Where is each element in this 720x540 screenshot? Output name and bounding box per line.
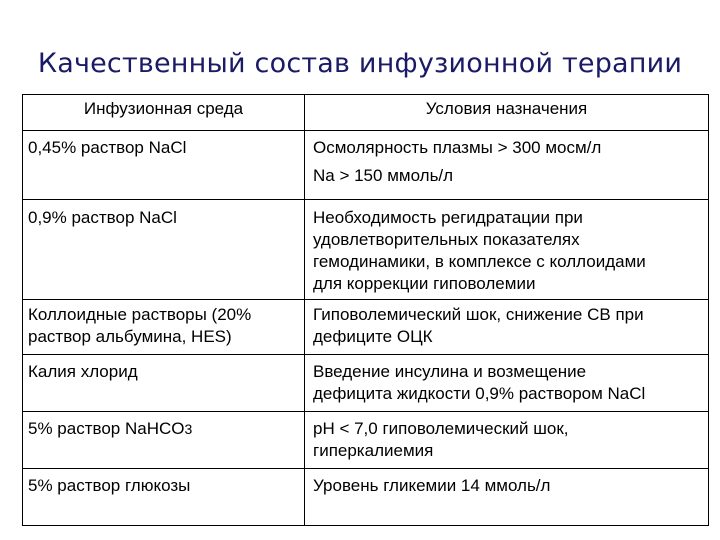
medium-cell: 0,9% раствор NaCl <box>23 200 305 300</box>
condition-line: Введение инсулина и возмещение <box>313 362 587 381</box>
conditions-cell <box>305 355 709 412</box>
medium-text: 5% раствор NaHCO <box>28 419 185 438</box>
table-row <box>23 355 709 412</box>
conditions-cell <box>305 300 709 355</box>
conditions-cell <box>305 469 709 526</box>
condition-line: Необходимость регидратации при <box>313 208 583 227</box>
infusion-table <box>22 94 709 526</box>
table-row <box>23 412 709 469</box>
condition-line: Na > 150 ммоль/л <box>313 166 454 185</box>
condition-line: для коррекции гиповолемии <box>313 274 536 293</box>
medium-cell: 5% раствор глюкозы <box>23 469 305 526</box>
conditions-cell <box>305 131 709 200</box>
medium-cell <box>23 300 305 355</box>
condition-line: дефиците ОЦК <box>313 327 433 346</box>
table-header-row <box>23 95 709 131</box>
condition-line: pH < 7,0 гиповолемический шок, <box>313 419 569 438</box>
conditions-cell <box>305 412 709 469</box>
slide-title: Качественный состав инфузионной терапии <box>37 48 683 79</box>
condition-line: гиперкалиемия <box>313 441 434 460</box>
medium-cell <box>23 412 305 469</box>
condition-line: гемодинамики, в комплексе с коллоидами <box>313 252 646 271</box>
header-conditions: Условия назначения <box>305 95 709 131</box>
table-row <box>23 200 709 300</box>
medium-cell: 0,45% раствор NaCl <box>23 131 305 200</box>
table-row <box>23 300 709 355</box>
medium-cell: Калия хлорид <box>23 355 305 412</box>
conditions-cell <box>305 200 709 300</box>
header-infusion-medium: Инфузионная среда <box>23 95 305 131</box>
condition-line: Гиповолемический шок, снижение СВ при <box>313 305 644 324</box>
condition-line: Осмолярность плазмы > 300 мосм/л <box>313 138 602 157</box>
table-row <box>23 469 709 526</box>
medium-line: раствор альбумина, HES) <box>28 327 232 346</box>
subscript-text: 3 <box>184 421 193 437</box>
condition-line: дефицита жидкости 0,9% раствором NaCl <box>313 384 646 403</box>
medium-line: Коллоидные растворы (20% <box>28 305 252 324</box>
condition-line: Уровень гликемии 14 ммоль/л <box>313 476 551 495</box>
table-row <box>23 131 709 200</box>
condition-line: удовлетворительных показателях <box>313 230 580 249</box>
